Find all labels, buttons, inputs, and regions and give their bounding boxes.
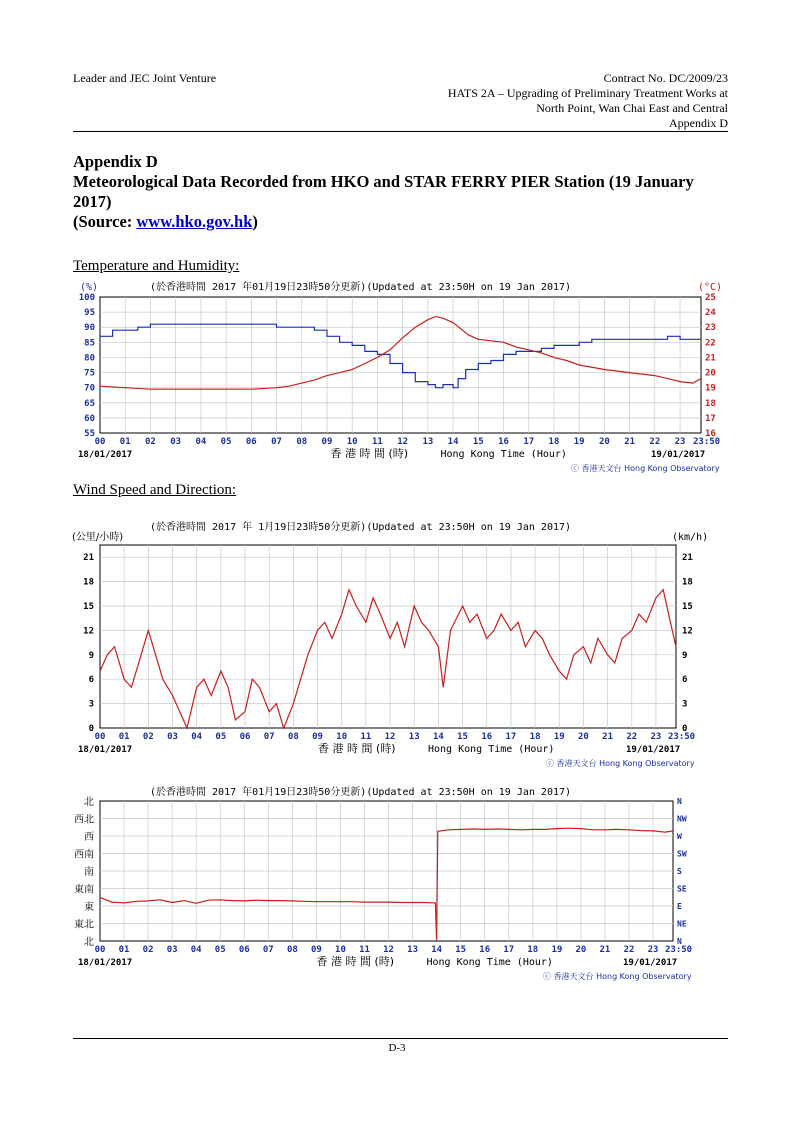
dir-x-tick: 18 — [527, 945, 539, 955]
temp-tick: 21 — [705, 353, 716, 364]
speed-x-tick: 22 — [626, 732, 638, 742]
temp-xlabel-en: Hong Kong Time (Hour) — [440, 449, 567, 460]
temp-x-tick: 11 — [372, 437, 383, 447]
speed-x-tick: 12 — [384, 732, 396, 742]
temp-x-tick: 22 — [649, 437, 661, 447]
source-link[interactable]: www.hko.gov.hk — [136, 212, 253, 231]
speed-x-tick: 08 — [287, 732, 299, 742]
speed-x-tick: 02 — [142, 732, 154, 742]
speed-tick-right: 3 — [682, 699, 688, 710]
humidity-tick: 65 — [84, 398, 95, 409]
temp-x-tick: 10 — [346, 437, 358, 447]
speed-x-tick: 11 — [360, 732, 372, 742]
temp-tick: 18 — [705, 398, 716, 409]
dir-tick-right: SE — [677, 884, 687, 894]
temp-x-tick: 08 — [296, 437, 308, 447]
temp-x-tick: 01 — [119, 437, 131, 447]
speed-xlabel-cn: 香 港 時 間 (時) — [318, 742, 396, 755]
speed-x-tick: 03 — [167, 732, 178, 742]
temp-tick: 16 — [705, 429, 716, 439]
dir-x-tick: 12 — [383, 945, 394, 955]
dir-x-tick: 13 — [407, 945, 419, 955]
temp-tick: 17 — [705, 413, 716, 424]
dir-tick-left: 北 — [84, 937, 94, 948]
dir-credit: ⓒ 香港天文台 Hong Kong Observatory — [543, 972, 692, 981]
header-project: HATS 2A – Upgrading of Preliminary Treatment Works at — [447, 86, 728, 100]
speed-tick-right: 21 — [682, 553, 693, 564]
temp-x-tick: 12 — [397, 437, 409, 447]
dir-x-tick: 17 — [503, 945, 515, 955]
speed-x-tick: 00 — [94, 732, 106, 742]
speed-tick-right: 15 — [682, 602, 693, 612]
title-appendix: Appendix D — [73, 152, 158, 171]
dir-tick-left: 西北 — [74, 814, 94, 826]
temp-xlabel-cn: 香 港 時 間 (時) — [330, 447, 409, 460]
temp-x-tick: 18 — [548, 437, 560, 447]
dir-date-left: 18/01/2017 — [78, 958, 133, 968]
dir-tick-right: NE — [677, 919, 687, 929]
source-suffix: ) — [252, 212, 258, 231]
temp-tick: 20 — [705, 368, 716, 379]
temp-x-tick: 05 — [220, 437, 232, 447]
dir-x-tick: 21 — [599, 945, 611, 955]
speed-tick-left: 12 — [83, 626, 94, 637]
dir-x-tick: 03 — [166, 945, 178, 955]
speed-tick-right: 0 — [682, 724, 688, 734]
temp-x-tick: 00 — [94, 437, 106, 447]
section-wind-title: Wind Speed and Direction: — [73, 482, 237, 498]
speed-x-tick: 13 — [408, 732, 420, 742]
dir-tick-left: 南 — [84, 867, 94, 878]
dir-tick-left: 北 — [84, 797, 94, 808]
footer-rule — [73, 1038, 728, 1039]
temp-x-tick: 06 — [245, 437, 257, 447]
speed-x-tick: 16 — [481, 732, 493, 742]
speed-x-tick: 14 — [432, 732, 444, 742]
speed-tick-left: 15 — [83, 602, 94, 612]
dir-tick-right: SW — [677, 849, 687, 859]
dir-x-tick: 14 — [431, 945, 443, 955]
temp-tick: 24 — [705, 308, 716, 319]
temp-date-left: 18/01/2017 — [78, 450, 133, 460]
temp-x-tick: 21 — [624, 437, 636, 447]
dir-x-tick: 23 — [647, 945, 659, 955]
dir-tick-right: NW — [677, 814, 687, 824]
dir-tick-right: W — [677, 832, 682, 841]
dir-chart-title: (於香港時間 2017 年01月19日23時50分更新)(Updated at 23:50H on 19 Jan 2017) — [150, 787, 572, 798]
temp-credit: ⓒ 香港天文台 Hong Kong Observatory — [571, 464, 720, 473]
temp-x-tick: 16 — [498, 437, 509, 447]
speed-x-tick: 21 — [602, 732, 614, 742]
speed-x-tick: 20 — [578, 732, 589, 742]
speed-tick-right: 18 — [682, 577, 693, 588]
header-left: Leader and JEC Joint Venture — [73, 71, 217, 85]
humidity-unit: (%) — [80, 282, 99, 293]
dir-x-tick: 10 — [335, 945, 346, 955]
speed-plot-area — [100, 545, 676, 728]
speed-chart-title: (於香港時間 2017 年 1月19日23時50分更新)(Updated at 23:50H on 19 Jan 2017) — [150, 522, 572, 533]
dir-tick-right: N — [677, 937, 682, 946]
temp-x-tick: 19 — [573, 437, 585, 447]
temp-date-right: 19/01/2017 — [651, 450, 706, 460]
dir-x-tick: 22 — [623, 945, 635, 955]
temp-x-tick: 04 — [195, 437, 207, 447]
temp-tick: 19 — [705, 383, 716, 394]
temp-x-tick: 20 — [598, 437, 610, 447]
humidity-tick: 60 — [84, 413, 95, 424]
speed-xlabel-en: Hong Kong Time (Hour) — [428, 744, 555, 755]
dir-tick-right: S — [677, 867, 682, 876]
page-number: D-3 — [388, 1042, 406, 1054]
dir-tick-right: E — [677, 902, 682, 911]
dir-x-tick: 08 — [286, 945, 298, 955]
speed-x-tick: 05 — [215, 732, 227, 742]
speed-x-tick: 01 — [118, 732, 130, 742]
temp-x-tick: 23:50 — [693, 437, 721, 447]
dir-x-tick: 15 — [455, 945, 467, 955]
speed-x-tick: 06 — [239, 732, 251, 742]
humidity-tick: 70 — [84, 383, 95, 394]
speed-x-tick: 23:50 — [668, 732, 696, 742]
temp-unit: (°C) — [698, 282, 723, 293]
humidity-tick: 55 — [84, 429, 95, 439]
dir-tick-right: N — [677, 797, 682, 806]
temp-x-tick: 15 — [472, 437, 484, 447]
dir-xlabel-en: Hong Kong Time (Hour) — [426, 957, 553, 968]
dir-x-tick: 06 — [238, 945, 250, 955]
temp-plot-area — [100, 297, 701, 433]
dir-date-right: 19/01/2017 — [623, 958, 678, 968]
speed-x-tick: 04 — [191, 732, 203, 742]
source-prefix: (Source: — [73, 212, 137, 231]
speed-x-tick: 17 — [505, 732, 517, 742]
dir-tick-left: 西南 — [74, 849, 94, 861]
temp-tick: 23 — [705, 323, 716, 334]
dir-tick-left: 東北 — [74, 919, 94, 931]
speed-tick-left: 18 — [83, 577, 94, 588]
speed-tick-right: 12 — [682, 626, 693, 637]
dir-x-tick: 02 — [142, 945, 154, 955]
speed-date-right: 19/01/2017 — [626, 745, 681, 755]
humidity-tick: 90 — [84, 323, 95, 334]
temp-tick: 22 — [705, 338, 716, 349]
temp-x-tick: 07 — [271, 437, 282, 447]
temp-x-tick: 23 — [674, 437, 686, 447]
temp-x-tick: 17 — [523, 437, 535, 447]
speed-unit-en: (km/h) — [672, 532, 709, 543]
temp-x-tick: 09 — [321, 437, 333, 447]
speed-x-tick: 23 — [650, 732, 662, 742]
speed-tick-right: 6 — [682, 675, 688, 686]
speed-x-tick: 18 — [529, 732, 541, 742]
humidity-tick: 80 — [84, 353, 95, 364]
temp-x-tick: 03 — [170, 437, 182, 447]
dir-x-tick: 07 — [262, 945, 274, 955]
dir-xlabel-cn: 香 港 時 間 (時) — [316, 955, 395, 968]
temp-x-tick: 02 — [145, 437, 156, 447]
dir-x-tick: 16 — [479, 945, 491, 955]
dir-x-tick: 01 — [118, 945, 130, 955]
humidity-tick: 100 — [78, 293, 95, 303]
temp-tick: 25 — [705, 293, 716, 303]
speed-x-tick: 10 — [336, 732, 348, 742]
header-contract: Contract No. DC/2009/23 — [603, 71, 728, 85]
humidity-tick: 95 — [84, 308, 95, 319]
speed-tick-right: 9 — [682, 650, 688, 661]
speed-x-tick: 09 — [312, 732, 323, 742]
humidity-tick: 75 — [84, 368, 95, 379]
dir-x-tick: 20 — [575, 945, 587, 955]
speed-tick-left: 6 — [88, 675, 94, 686]
dir-x-tick: 23:50 — [665, 945, 693, 955]
speed-x-tick: 15 — [457, 732, 468, 742]
speed-x-tick: 07 — [263, 732, 275, 742]
dir-x-tick: 05 — [214, 945, 226, 955]
speed-tick-left: 3 — [88, 699, 94, 710]
speed-date-left: 18/01/2017 — [78, 745, 133, 755]
speed-tick-left: 9 — [88, 650, 94, 661]
speed-unit-cn: (公里/小時) — [72, 532, 124, 543]
dir-tick-left: 東 — [84, 902, 94, 913]
dir-x-tick: 19 — [551, 945, 563, 955]
dir-x-tick: 11 — [359, 945, 370, 955]
title-main: Meteorological Data Recorded from HKO and STAR FERRY PIER Station (19 January 2017) — [73, 172, 694, 211]
humidity-tick: 85 — [84, 338, 95, 349]
header-appendix: Appendix D — [669, 116, 728, 130]
section-temp-title: Temperature and Humidity: — [73, 258, 240, 274]
dir-x-tick: 09 — [310, 945, 322, 955]
header-location: North Point, Wan Chai East and Central — [536, 101, 728, 115]
dir-tick-left: 東南 — [74, 884, 94, 896]
dir-tick-left: 西 — [84, 832, 94, 843]
temp-chart-title: (於香港時間 2017 年01月19日23時50分更新)(Updated at 23:50H on 19 Jan 2017) — [150, 282, 572, 293]
speed-tick-left: 21 — [83, 553, 94, 564]
dir-x-tick: 04 — [190, 945, 202, 955]
speed-tick-left: 0 — [88, 724, 94, 734]
speed-credit: ⓒ 香港天文台 Hong Kong Observatory — [546, 759, 695, 768]
temp-x-tick: 14 — [447, 437, 459, 447]
temp-x-tick: 13 — [422, 437, 434, 447]
dir-x-tick: 00 — [94, 945, 106, 955]
speed-x-tick: 19 — [553, 732, 565, 742]
